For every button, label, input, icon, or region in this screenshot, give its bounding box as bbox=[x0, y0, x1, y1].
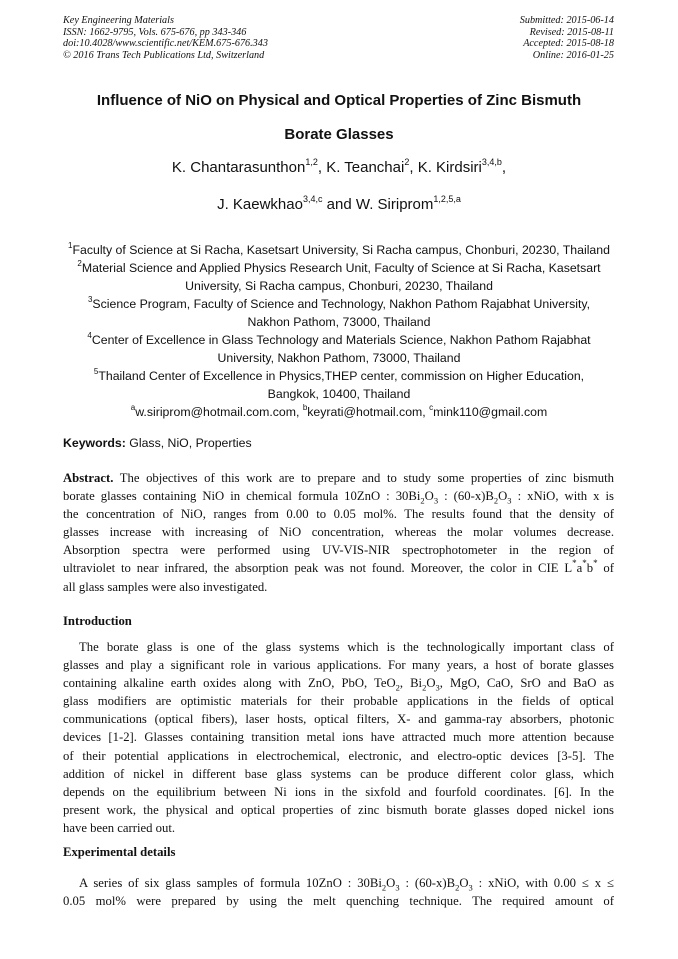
intro-line: The borate glass is one of the glass systems which is the technologically important class of bbox=[79, 640, 614, 654]
abstract-line: the concentration of NiO, ranges from 0.00 to 0.05 mol%. The results found that the density of bbox=[63, 507, 614, 522]
authors-line-1 bbox=[40, 159, 638, 176]
text: of bbox=[597, 561, 614, 576]
intro-line: communications (optical fibers), laser hosts, optical filters, X- and gamma-ray absorbers, photonic bbox=[63, 712, 614, 727]
abstract bbox=[63, 469, 614, 596]
text: : xNiO, with 0.00 ≤ x ≤ bbox=[472, 876, 614, 890]
text: O bbox=[426, 676, 436, 691]
intro-line: of their potential applications in electrochemical, electronic, and electro-optic devices [3-5]. The bbox=[63, 748, 614, 763]
email-marker: c bbox=[429, 402, 434, 412]
author-affiliation: 1,2,5,a bbox=[433, 194, 461, 204]
subscript: 2 bbox=[422, 682, 427, 693]
affiliation-text: Center of Excellence in Glass Technology and Materials Science, Nakhon Pathom Rajabhat bbox=[91, 333, 591, 347]
email-link[interactable]: mink110@gmail.com bbox=[433, 405, 548, 419]
text: : (60-x)B bbox=[438, 489, 494, 504]
superscript: * bbox=[572, 558, 577, 569]
email-link[interactable]: w.siriprom@hotmail.com.com, bbox=[135, 405, 303, 419]
separator: , bbox=[409, 159, 418, 176]
affiliation-4 bbox=[60, 331, 618, 349]
affiliation-5-cont: Bangkok, 10400, Thailand bbox=[267, 387, 411, 401]
paper-title-line-1: Influence of NiO on Physical and Optical Properties of Zinc Bismuth bbox=[96, 92, 582, 109]
intro-line: glass modifiers are optimistic materials for their probable applications in the fields of optical bbox=[63, 694, 614, 709]
affiliation-3-cont: Nakhon Pathom, 73000, Thailand bbox=[247, 315, 431, 329]
affiliation-number: 2 bbox=[77, 258, 82, 268]
affiliation-4-cont: University, Nakhon Pathom, 73000, Thailand bbox=[217, 351, 461, 365]
affiliation-number: 4 bbox=[87, 330, 92, 340]
affiliation-3 bbox=[60, 295, 618, 313]
copyright: © 2016 Trans Tech Publications Ltd, Switzerland bbox=[63, 49, 265, 61]
journal-info bbox=[63, 15, 268, 61]
intro-line bbox=[63, 674, 614, 692]
dates-info bbox=[520, 15, 614, 61]
affiliation-text: Material Science and Applied Physics Research Unit, Faculty of Science at Si Racha, Kasetsart bbox=[81, 261, 601, 275]
intro-line: have been carried out. bbox=[63, 820, 176, 835]
subscript: 2 bbox=[420, 495, 425, 506]
abstract-line: all glass samples were also investigated. bbox=[63, 579, 268, 594]
affiliation-1 bbox=[60, 241, 618, 259]
text: : (60-x)B bbox=[399, 876, 456, 890]
keywords-text: Glass, NiO, Properties bbox=[125, 436, 252, 450]
affiliation-text: Thailand Center of Excellence in Physics,THEP center, commission on Higher Education, bbox=[98, 369, 585, 383]
author-affiliation: 3,4,b bbox=[481, 157, 502, 167]
author-affiliation: 3,4,c bbox=[302, 194, 323, 204]
separator: , bbox=[501, 159, 507, 176]
text: containing alkaline earth oxides along with ZnO, PbO, TeO bbox=[63, 676, 396, 691]
subscript: 3 bbox=[507, 495, 512, 506]
author-name: K. Chantarasunthon bbox=[171, 159, 306, 176]
author-name: K. Kirdsiri bbox=[417, 159, 482, 176]
abstract-line: glasses increase with increasing of NiO concentration, whereas the molar volumes decrease. bbox=[63, 525, 614, 540]
email-line bbox=[60, 403, 618, 421]
affiliation-number: 1 bbox=[68, 240, 73, 250]
text: O bbox=[459, 876, 469, 890]
text: : xNiO, with x is bbox=[511, 489, 614, 504]
separator: , bbox=[317, 159, 327, 176]
introduction bbox=[63, 638, 614, 837]
text: borate glasses containing NiO in chemical formula 10ZnO : 30Bi bbox=[63, 489, 421, 504]
experimental-line: 0.05 mol% were prepared by using the melt quenching technique. The required amount of bbox=[63, 894, 614, 909]
text: , MgO, CaO, SrO and BaO as bbox=[439, 676, 615, 691]
subscript: 3 bbox=[433, 495, 439, 506]
subscript: 2 bbox=[493, 495, 499, 506]
text: O bbox=[424, 489, 434, 504]
revised-date: Revised: 2015-08-11 bbox=[529, 26, 614, 38]
text: The objectives of this work are to prepare and to study some properties of zinc bismuth bbox=[113, 471, 614, 485]
experimental-details bbox=[63, 874, 614, 910]
affiliation-text: Science Program, Faculty of Science and Technology, Nakhon Pathom Rajabhat University, bbox=[92, 297, 591, 311]
subscript: 2 bbox=[455, 882, 460, 893]
affiliation-2-cont: University, Si Racha campus, Chonburi, 20230, Thailand bbox=[185, 279, 493, 293]
text: a bbox=[576, 561, 583, 576]
intro-line: devices [1-2]. Glasses containing transition metal ions have attracted much more attention because bbox=[63, 730, 614, 745]
authors-line-2 bbox=[40, 196, 638, 213]
author-affiliation: 2 bbox=[404, 157, 410, 167]
online-date: Online: 2016-01-25 bbox=[532, 49, 614, 61]
text: A series of six glass samples of formula 10ZnO : 30Bi bbox=[79, 876, 382, 890]
experimental-heading: Experimental details bbox=[63, 845, 176, 859]
keywords-label: Keywords: bbox=[63, 436, 126, 450]
affiliations bbox=[60, 241, 618, 421]
subscript: 2 bbox=[381, 882, 387, 893]
abstract-label: Abstract. bbox=[63, 471, 114, 485]
intro-line: glasses and play a significant role in various applications. For many years, a host of borate glasses bbox=[63, 658, 614, 673]
affiliation-number: 5 bbox=[93, 366, 99, 376]
email-marker: b bbox=[302, 402, 308, 412]
keywords bbox=[63, 436, 252, 450]
affiliation-5 bbox=[60, 367, 618, 385]
abstract-line: Absorption spectra were performed using UV-VIS-NIR spectrophotometer in the region of bbox=[63, 543, 614, 558]
author-name: K. Teanchai bbox=[326, 159, 405, 176]
intro-line: present work, the physical and optical properties of zinc bismuth borate glasses doped nickel ions bbox=[63, 802, 614, 817]
text: , Bi bbox=[399, 676, 423, 691]
paper-title-line-2: Borate Glasses bbox=[284, 126, 394, 143]
author-name: J. Kaewkhao bbox=[217, 196, 303, 213]
affiliation-number: 3 bbox=[87, 294, 93, 304]
email-link[interactable]: keyrati@hotmail.com, bbox=[307, 405, 430, 419]
accepted-date: Accepted: 2015-08-18 bbox=[523, 38, 614, 50]
author-name: W. Siriprom bbox=[355, 196, 434, 213]
journal-name: Key Engineering Materials bbox=[63, 15, 174, 26]
subscript: 3 bbox=[395, 882, 400, 893]
introduction-heading: Introduction bbox=[63, 614, 132, 628]
issn: ISSN: 1662-9795, Vols. 675-676, pp 343-346 bbox=[63, 26, 247, 38]
text: O bbox=[386, 876, 396, 890]
abstract-line bbox=[63, 487, 614, 505]
text: O bbox=[498, 489, 508, 504]
doi: doi:10.4028/www.scientific.net/KEM.675-676.343 bbox=[63, 38, 268, 50]
abstract-line bbox=[63, 469, 614, 487]
subscript: 3 bbox=[468, 882, 473, 893]
superscript: * bbox=[582, 558, 587, 569]
abstract-line bbox=[63, 559, 614, 577]
affiliation-2 bbox=[60, 259, 618, 277]
subscript: 2 bbox=[395, 682, 400, 693]
affiliation-text: Faculty of Science at Si Racha, Kasetsart University, Si Racha campus, Chonburi, 20230, Thailand bbox=[72, 243, 610, 257]
experimental-line bbox=[63, 874, 614, 892]
superscript: * bbox=[593, 558, 598, 569]
submitted-date: Submitted: 2015-06-14 bbox=[519, 15, 614, 26]
author-affiliation: 1,2 bbox=[305, 157, 318, 167]
email-marker: a bbox=[130, 402, 136, 412]
intro-line: depends on the equilibrium between Ni ions in the sixfold and fourfold coordinates. [6]. In the bbox=[63, 784, 614, 799]
text: b bbox=[586, 561, 594, 576]
separator: and bbox=[322, 196, 356, 213]
subscript: 3 bbox=[435, 682, 440, 693]
text: ultraviolet to near infrared, the absorption peak was not found. Moreover, the color in CIE L bbox=[63, 561, 573, 576]
intro-line: addition of nickel in different base glass systems can be produce different color glass, which bbox=[63, 766, 614, 781]
